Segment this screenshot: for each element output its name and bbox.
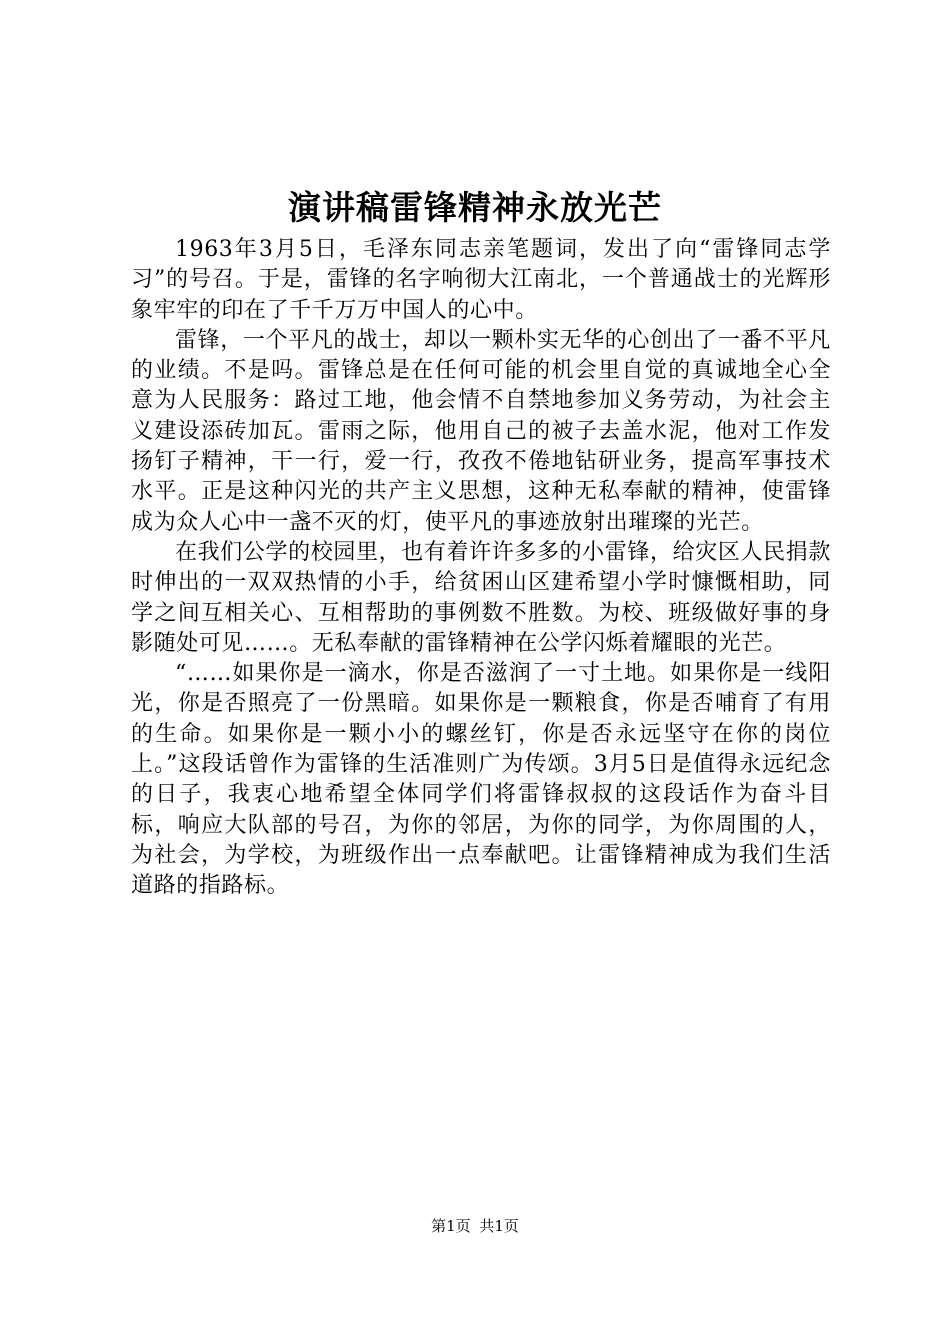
document-body bbox=[131, 235, 831, 902]
paragraph-3: 在我们公学的校园里，也有着许许多多的小雷锋，给灾区人民捐款时伸出的一双双热情的小手，给贫困山区建希望小学时慷慨相助，同学之间互相关心、互相帮助的事例数不胜数。为校、班级做好事的身影随处可见……。无私奉献的雷锋精神在公学闪烁着耀眼的光芒。 bbox=[131, 539, 831, 656]
document-title: 演讲稿雷锋精神永放光芒 bbox=[288, 188, 662, 227]
paragraph-2: 雷锋，一个平凡的战士，却以一颗朴实无华的心创出了一番不平凡的业绩。不是吗。雷锋总是在任何可能的机会里自觉的真诚地全心全意为人民服务：路过工地，他会情不自禁地参加义务劳动，为社会主义建设添砖加瓦。雷雨之际，他用自己的被子去盖水泥，他对工作发扬钉子精神，干一行，爱一行，孜孜不倦地钻研业务，提高军事技术水平。正是这种闪光的共产主义思想，这种无私奉献的精神，使雷锋成为众人心中一盏不灭的灯，使平凡的事迹放射出璀璨的光芒。 bbox=[131, 327, 831, 535]
paragraph-1: 1963年3月5日，毛泽东同志亲笔题词，发出了向“雷锋同志学习”的号召。于是，雷锋的名字响彻大江南北，一个普通战士的光辉形象牢牢的印在了千千万万中国人的心中。 bbox=[131, 237, 831, 323]
page-footer bbox=[0, 1216, 950, 1236]
paragraph-4: “……如果你是一滴水，你是否滋润了一寸土地。如果你是一线阳光，你是否照亮了一份黑暗。如果你是一颗粮食，你是否哺育了有用的生命。如果你是一颗小小的螺丝钉，你是否永远坚守在你的岗位上。”这段话曾作为雷锋的生活准则广为传颂。3月5日是值得永远纪念的日子，我衷心地希望全体同学们将雷锋叔叔的这段话作为奋斗目标，响应大队部的号召，为你的邻居，为你的同学，为你周围的人，为社会，为学校，为班级作出一点奉献吧。让雷锋精神成为我们生活道路的指路标。 bbox=[131, 661, 831, 899]
page-number-total: 共1页 bbox=[479, 1217, 519, 1235]
page-number-current: 第1页 bbox=[431, 1217, 471, 1235]
